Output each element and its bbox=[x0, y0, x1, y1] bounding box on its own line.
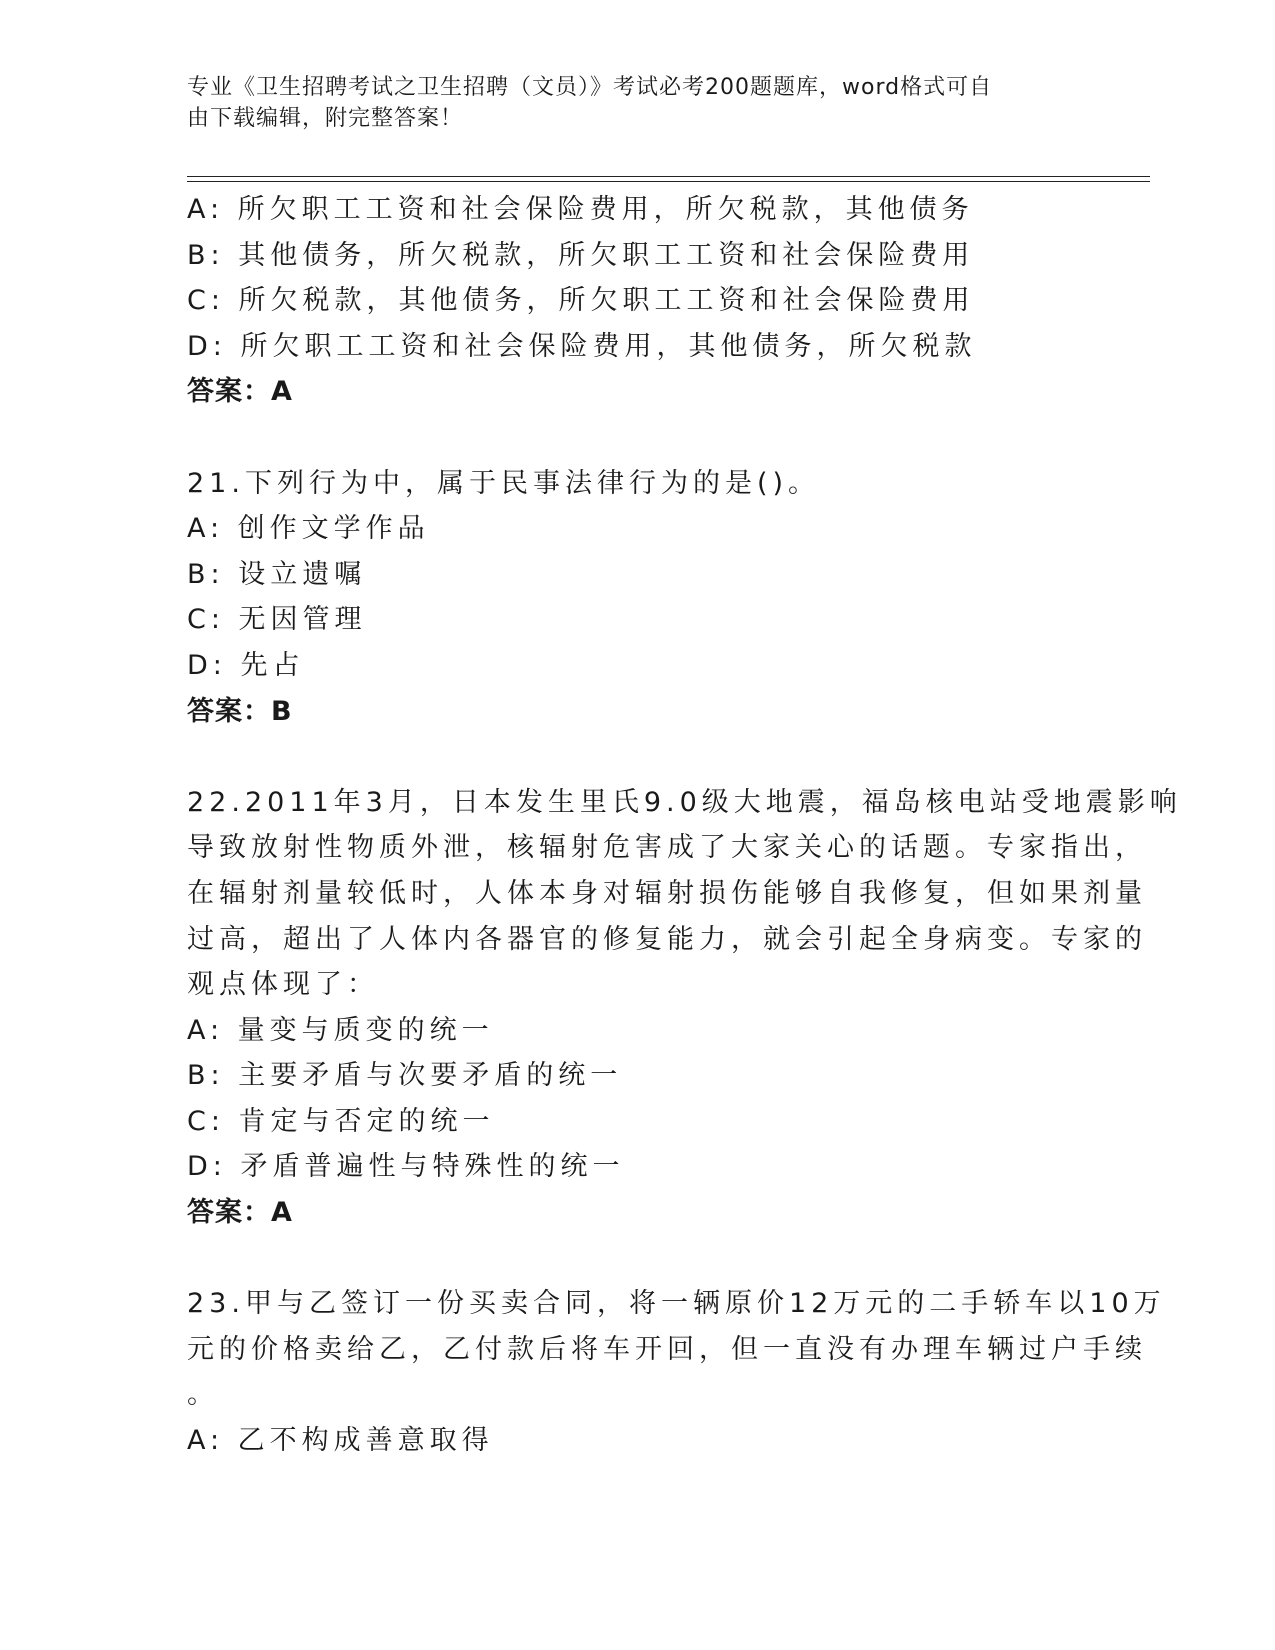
question-stem-line: 23.甲与乙签订一份买卖合同，将一辆原价12万元的二手轿车以10万 bbox=[187, 1288, 1166, 1320]
header-line-2: 由下载编辑，附完整答案！ bbox=[187, 106, 464, 131]
answer-label: 答案：B bbox=[187, 695, 293, 727]
option-b: B: 设立遗嘱 bbox=[187, 558, 367, 590]
document-header bbox=[187, 72, 1067, 134]
question-stem-line: 在辐射剂量较低时，人体本身对辐射损伤能够自我修复，但如果剂量 bbox=[187, 877, 1147, 909]
question-20 bbox=[187, 187, 1087, 415]
option-a: A: 乙不构成善意取得 bbox=[187, 1425, 494, 1457]
option-b: B: 其他债务，所欠税款，所欠职工工资和社会保险费用 bbox=[187, 239, 975, 271]
spacer bbox=[187, 1236, 1087, 1282]
question-21 bbox=[187, 461, 1087, 735]
question-stem-line: 。 bbox=[187, 1379, 219, 1411]
option-d: D: 所欠职工工资和社会保险费用，其他债务，所欠税款 bbox=[187, 330, 977, 362]
question-stem-line: 过高，超出了人体内各器官的修复能力，就会引起全身病变。专家的 bbox=[187, 923, 1147, 955]
question-22 bbox=[187, 780, 1182, 1236]
option-a: A: 所欠职工工资和社会保险费用，所欠税款，其他债务 bbox=[187, 194, 974, 225]
option-d: D: 先占 bbox=[187, 649, 305, 681]
question-stem-line: 22.2011年3月，日本发生里氏9.0级大地震，福岛核电站受地震影响 bbox=[187, 786, 1182, 818]
question-stem-line: 观点体现了： bbox=[187, 969, 379, 1001]
option-a: A: 量变与质变的统一 bbox=[187, 1014, 494, 1046]
question-stem-line: 导致放射性物质外泄，核辐射危害成了大家关心的话题。专家指出， bbox=[187, 832, 1147, 864]
answer-label: 答案：A bbox=[187, 1197, 293, 1229]
spacer bbox=[187, 415, 1087, 461]
header-divider-bottom bbox=[187, 181, 1150, 182]
answer-label: 答案：A bbox=[187, 376, 293, 408]
option-c: C: 所欠税款，其他债务，所欠职工工资和社会保险费用 bbox=[187, 285, 975, 317]
question-stem-line: 元的价格卖给乙，乙付款后将车开回，但一直没有办理车辆过户手续 bbox=[187, 1333, 1147, 1365]
header-line-1: 专业《卫生招聘考试之卫生招聘（文员）》考试必考200题题库，word格式可自 bbox=[187, 75, 993, 100]
option-c: C: 肯定与否定的统一 bbox=[187, 1105, 495, 1137]
option-b: B: 主要矛盾与次要矛盾的统一 bbox=[187, 1060, 623, 1092]
document-body bbox=[187, 187, 1182, 1464]
option-d: D: 矛盾普遍性与特殊性的统一 bbox=[187, 1151, 625, 1183]
question-23 bbox=[187, 1281, 1166, 1463]
question-stem: 21.下列行为中，属于民事法律行为的是()。 bbox=[187, 467, 821, 499]
option-c: C: 无因管理 bbox=[187, 604, 367, 636]
option-a: A: 创作文学作品 bbox=[187, 513, 430, 545]
header-divider-top bbox=[187, 176, 1150, 177]
spacer bbox=[187, 734, 1087, 780]
